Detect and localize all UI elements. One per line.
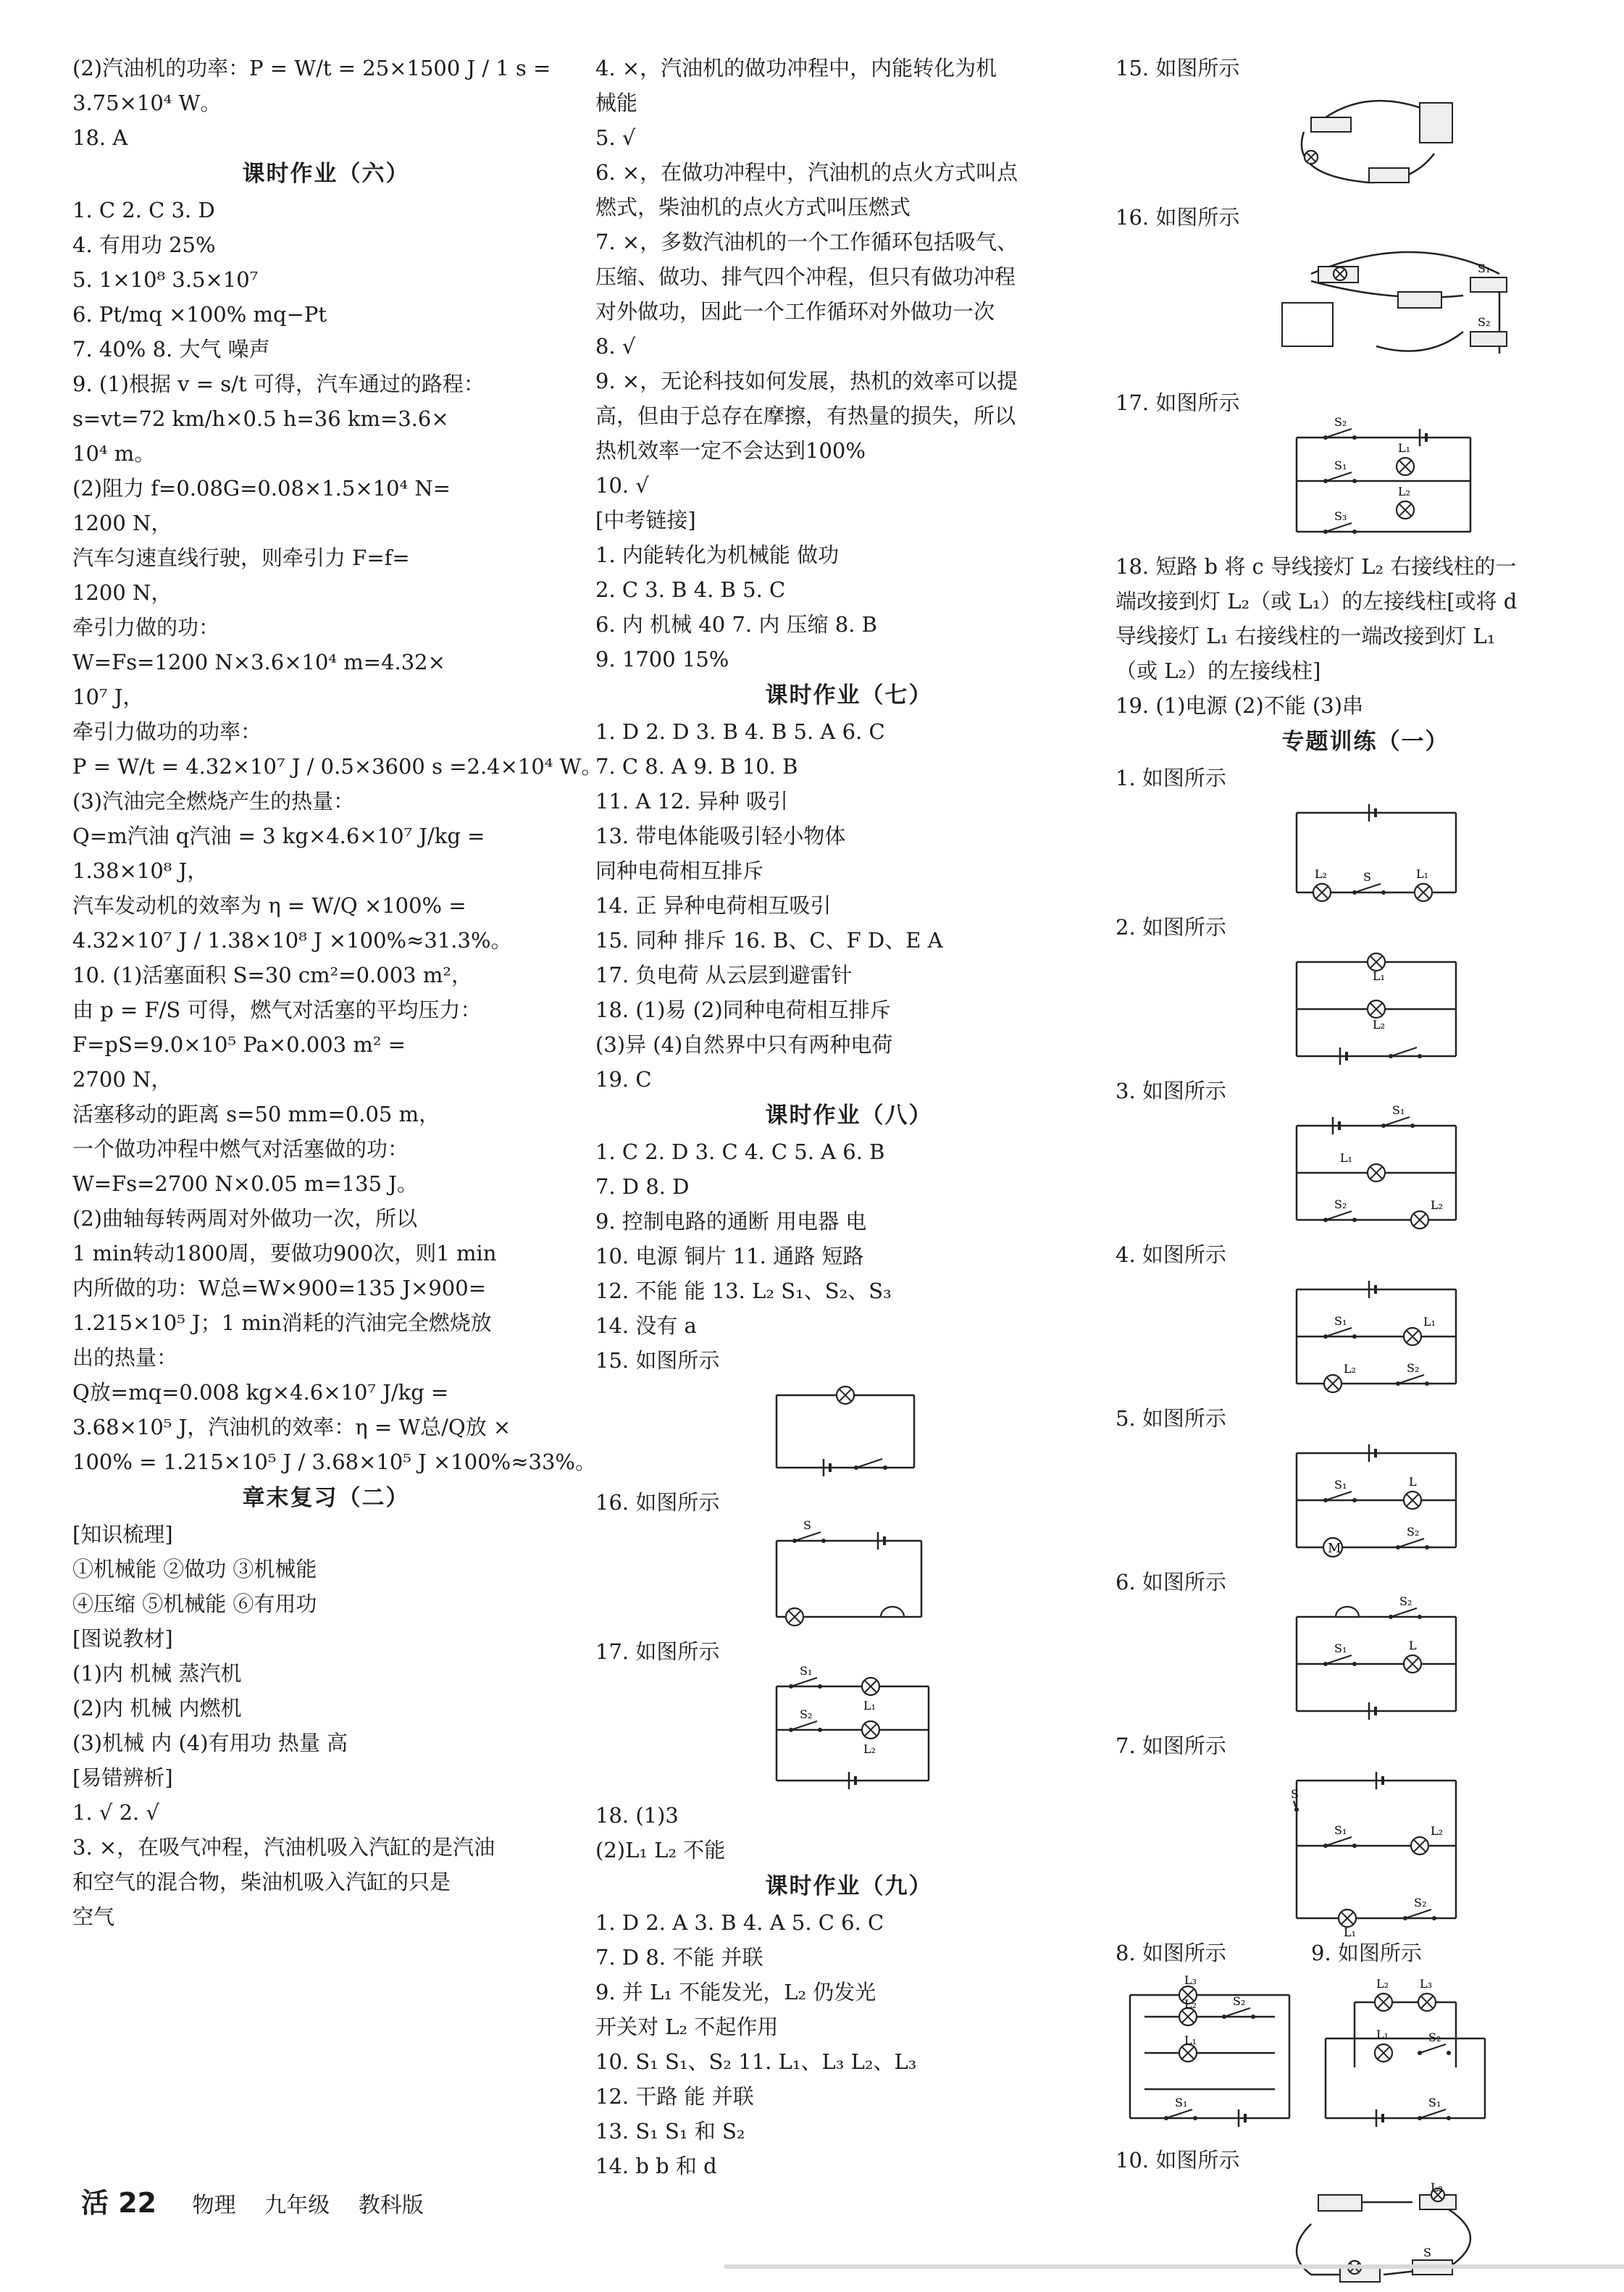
answer-line: 1 min转动1800周，要做功900次，则1 min	[72, 1241, 497, 1266]
figure-8-17	[762, 1664, 943, 1795]
figure-special-9	[1311, 1973, 1499, 2140]
circuit-label: S₃	[1334, 509, 1347, 523]
circuit-label: S₁	[1392, 1103, 1405, 1117]
answer-line: 9. (1)根据 v = s/t 可得，汽车通过的路程：	[72, 372, 485, 396]
switch-symbol	[1418, 2044, 1451, 2055]
circuit-label: S	[1291, 1787, 1299, 1801]
answer-line: 4.32×10⁷ J / 1.38×10⁸ J ×100%≈31.3%。	[72, 928, 512, 953]
circuit-label: S₁	[1175, 2096, 1188, 2109]
answer-line: 17. 如图所示	[595, 1639, 720, 1664]
circuit-label: M	[1328, 1541, 1342, 1556]
answer-line: 15. 同种 排斥 16. B、C、F D、E A	[595, 928, 943, 953]
answer-line: 15. 如图所示	[1116, 56, 1240, 80]
lamp-symbol	[1324, 1375, 1342, 1392]
figure-9-17	[1282, 415, 1485, 546]
footer-edition: 教科版	[358, 2193, 424, 2218]
answer-line: 14. 正 异种电荷相互吸引	[595, 893, 832, 918]
figure-special-10-photo	[1282, 2180, 1499, 2289]
answer-line: 6. ×，在做功冲程中，汽油机的点火方式叫点	[595, 160, 1018, 185]
answer-line: 汽车匀速直线行驶，则牵引力 F=f=	[72, 545, 410, 570]
circuit-label: L₂	[1315, 867, 1328, 881]
answer-line: (2)汽油机的功率：P = W/t = 25×1500 J / 1 s =	[72, 56, 551, 80]
circuit-label: S₂	[1334, 415, 1347, 429]
circuit-label: S₁	[1334, 1823, 1347, 1837]
answer-line: 同种电荷相互排斥	[595, 858, 764, 883]
answer-line: 7. D 8. 不能 并联	[595, 1945, 763, 1970]
answer-line: 端改接到灯 L₂（或 L₁）的左接线柱[或将 d	[1116, 589, 1518, 614]
answer-line: 对外做功，因此一个工作循环对外做功一次	[595, 299, 995, 324]
answer-line: 和空气的混合物，柴油机吸入汽缸的只是	[72, 1870, 451, 1894]
answer-line: 12. 不能 能 13. L₂ S₁、S₂、S₃	[595, 1279, 892, 1303]
answer-line: 4. 有用功 25%	[72, 233, 216, 257]
circuit-label: L₃	[1184, 1973, 1197, 1987]
answer-line: 7. 40% 8. 大气 噪声	[72, 337, 270, 361]
section-heading: 课时作业（七）	[765, 682, 933, 708]
figure-8-16	[762, 1518, 943, 1631]
lamp-symbol	[1375, 2044, 1392, 2062]
answer-line: 10. 如图所示	[1116, 2148, 1240, 2172]
circuit-label: L₂	[1184, 1997, 1197, 2011]
lamp-symbol	[1418, 1994, 1436, 2011]
circuit-label: L₁	[863, 1699, 876, 1712]
section-heading: 课时作业（六）	[242, 161, 410, 187]
answer-line: [知识梳理]	[72, 1522, 173, 1547]
circuit-label: L₃	[1420, 1977, 1433, 1991]
answer-line: 18. (1)易 (2)同种电荷相互排斥	[595, 997, 891, 1022]
answer-line: 10. √	[595, 473, 649, 498]
bottom-divider	[724, 2264, 1624, 2269]
circuit-label: S₂	[1233, 1994, 1246, 2008]
answer-line: 开关对 L₂ 不起作用	[595, 2015, 779, 2039]
figure-8-15	[762, 1381, 936, 1482]
answer-line: 18. 短路 b 将 c 导线接灯 L₂ 右接线柱的一	[1116, 554, 1517, 579]
answer-line: 10⁷ J，	[72, 685, 144, 709]
circuit-label: S₁	[1334, 1314, 1347, 1328]
answer-line: 牵引力做的功：	[72, 615, 220, 640]
answer-line: 100% = 1.215×10⁵ J / 3.68×10⁵ J ×100%≈33%。	[72, 1450, 596, 1474]
answer-line: Q放=mq=0.008 kg×4.6×10⁷ J/kg =	[72, 1380, 449, 1405]
answer-line: W=Fs=1200 N×3.6×10⁴ m=4.32×	[72, 650, 445, 674]
answer-line: 14. 没有 a	[595, 1313, 697, 1338]
lamp-symbol	[1313, 884, 1331, 901]
answer-line: 5. 1×10⁸ 3.5×10⁷	[72, 267, 259, 292]
answer-line: 7. ×，多数汽油机的一个工作循环包括吸气、	[595, 230, 1018, 254]
circuit-label: L	[1409, 1639, 1417, 1652]
circuit-label: S₂	[1414, 1896, 1427, 1910]
circuit-label: S₁	[1428, 2096, 1441, 2109]
figure-special-8	[1116, 1973, 1297, 2140]
lamp-symbol	[1411, 1211, 1428, 1229]
answer-line: 4. 如图所示	[1116, 1242, 1226, 1267]
circuit-label: L₁	[1340, 1151, 1353, 1165]
answer-line: 16. 如图所示	[1116, 205, 1240, 230]
lamp-symbol	[1397, 501, 1414, 519]
circuit-label: L₂	[1373, 1018, 1386, 1032]
circuit-label: L₂	[1376, 1977, 1389, 1991]
figure-special-7	[1282, 1766, 1470, 1939]
answer-line: 1.38×10⁸ J，	[72, 858, 209, 883]
answer-line: 活塞移动的距离 s=50 mm=0.05 m，	[72, 1102, 440, 1126]
bell-symbol	[881, 1607, 904, 1617]
circuit-label: L₁	[1376, 2028, 1389, 2041]
answer-line: (2)阻力 f=0.08G=0.08×1.5×10⁴ N=	[72, 476, 451, 501]
page-number: 活 22	[81, 2187, 157, 2219]
answer-line: (2)曲轴每转两周对外做功一次，所以	[72, 1206, 418, 1231]
answer-line: 6. 内 机械 40 7. 内 压缩 8. B	[595, 612, 877, 637]
lamp-symbol	[1375, 1994, 1392, 2011]
figure-special-5	[1282, 1439, 1470, 1562]
lamp-symbol	[786, 1608, 803, 1626]
answer-line: 2. C 3. B 4. B 5. C	[595, 577, 786, 602]
answer-line: 11. A 12. 异种 吸引	[595, 789, 789, 814]
answer-line: 械能	[595, 91, 638, 115]
footer-subject: 物理	[192, 2193, 236, 2218]
lamp-symbol	[862, 1721, 879, 1739]
figure-9-15-photo	[1282, 88, 1470, 197]
column-right	[1116, 51, 1615, 2292]
answer-line: 1. 如图所示	[1116, 766, 1226, 790]
circuit-label: S₂	[1478, 315, 1491, 329]
page-footer	[81, 2180, 445, 2220]
section-heading: 专题训练（一）	[1281, 729, 1449, 755]
figure-special-1	[1282, 798, 1470, 907]
answer-line: 13. S₁ S₁ 和 S₂	[595, 2119, 745, 2143]
answer-line: 9. ×，无论科技如何发展，热机的效率可以提	[595, 369, 1018, 393]
answer-line: 7. C 8. A 9. B 10. B	[595, 754, 798, 779]
answer-line: 8. √	[595, 334, 636, 359]
answer-line: (2)内 机械 内燃机	[72, 1696, 242, 1720]
lamp-symbol	[1305, 151, 1318, 164]
answer-line: 10. 电源 铜片 11. 通路 短路	[595, 1244, 864, 1268]
answer-line: 出的热量：	[72, 1345, 178, 1370]
answer-line: F=pS=9.0×10⁵ Pa×0.003 m² =	[72, 1032, 406, 1057]
answer-line: 12. 干路 能 并联	[595, 2084, 754, 2109]
answer-line: 10. S₁ S₁、S₂ 11. L₁、L₃ L₂、L₃	[595, 2049, 917, 2074]
circuit-label: S₁	[1334, 459, 1347, 472]
circuit-label: S	[1423, 2246, 1431, 2259]
answer-line: 4. ×，汽油机的做功冲程中，内能转化为机	[595, 56, 997, 80]
answer-line: (1)内 机械 蒸汽机	[72, 1661, 242, 1686]
circuit-label: S₁	[800, 1664, 813, 1678]
answer-line: W=Fs=2700 N×0.05 m=135 J。	[72, 1171, 418, 1196]
answer-line: 7. 如图所示	[1116, 1733, 1226, 1758]
answer-line: 18. A	[72, 125, 128, 150]
answer-line: 1. C 2. D 3. C 4. C 5. A 6. B	[595, 1139, 885, 1164]
circuit-label: L₂	[1431, 2180, 1444, 2194]
answer-line: 2. 如图所示	[1116, 915, 1226, 940]
answer-line: 牵引力做功的功率：	[72, 719, 262, 744]
answer-line: 1.215×10⁵ J；1 min消耗的汽油完全燃烧放	[72, 1310, 492, 1335]
answer-line: 9. 如图所示	[1311, 1941, 1422, 1965]
answer-line: (2)L₁ L₂ 不能	[595, 1838, 726, 1862]
circuit-label: S₂	[800, 1707, 813, 1721]
lamp-symbol	[1339, 1910, 1356, 1927]
answer-line: 5. 如图所示	[1116, 1406, 1226, 1431]
circuit-label: L₁	[1373, 969, 1386, 983]
circuit-label: S₂	[1334, 1197, 1347, 1211]
answer-line: (3)汽油完全燃烧产生的热量：	[72, 789, 355, 814]
answer-line: [中考链接]	[595, 508, 696, 532]
answer-line: 14. b b 和 d	[595, 2154, 717, 2178]
circuit-label: L₁	[1344, 1925, 1357, 1939]
figure-special-2	[1282, 948, 1470, 1071]
answer-line: 9. 1700 15%	[595, 647, 729, 672]
lamp-symbol	[1415, 884, 1432, 901]
figure-special-4	[1282, 1275, 1470, 1398]
answer-line: 1. D 2. D 3. B 4. B 5. A 6. C	[595, 719, 885, 744]
answer-line: 由 p = F/S 可得，燃气对活塞的平均压力：	[72, 997, 482, 1022]
answer-line: 8. 如图所示	[1116, 1941, 1226, 1965]
figure-9-16-photo	[1282, 238, 1521, 382]
answer-line: 13. 带电体能吸引轻小物体	[595, 824, 846, 848]
circuit-label: L₁	[1416, 867, 1429, 881]
answer-line: 9. 控制电路的通断 用电器 电	[595, 1209, 867, 1234]
answer-line: 19. C	[595, 1067, 652, 1092]
circuit-label: S₁	[1334, 1478, 1347, 1492]
answer-line: (3)机械 内 (4)有用功 热量 高	[72, 1731, 348, 1755]
figure-special-3	[1282, 1103, 1470, 1234]
column-left	[72, 51, 603, 1934]
answer-line: Q=m汽油 q汽油 = 3 kg×4.6×10⁷ J/kg =	[72, 824, 485, 848]
answer-line: 9. 并 L₁ 不能发光，L₂ 仍发光	[595, 1980, 876, 2004]
circuit-label: S₂	[1399, 1594, 1412, 1608]
lamp-symbol	[1368, 1000, 1385, 1018]
figure-special-6	[1282, 1594, 1470, 1726]
figures-8-9	[1116, 1936, 1615, 2143]
bell-symbol	[1336, 1607, 1359, 1617]
lamp-symbol	[1404, 1655, 1421, 1673]
lamp-symbol	[1397, 458, 1414, 475]
answer-line: 内所做的功：W总=W×900=135 J×900=	[72, 1276, 487, 1300]
answer-line: 2700 N，	[72, 1067, 172, 1092]
answer-line: 3.68×10⁵ J，汽油机的效率：η = W总/Q放 ×	[72, 1415, 511, 1439]
circuit-label: L	[1409, 1475, 1417, 1489]
answer-line: 1200 N，	[72, 580, 172, 605]
item-9	[1311, 1936, 1499, 2143]
circuit-label: S	[1363, 870, 1371, 884]
answer-line: 一个做功冲程中燃气对活塞做的功：	[72, 1137, 409, 1161]
lamp-symbol	[1368, 1164, 1385, 1181]
answer-line: 16. 如图所示	[595, 1490, 720, 1515]
lamp-symbol	[1334, 267, 1347, 280]
answer-line: 18. (1)3	[595, 1803, 679, 1828]
answer-line: ④压缩 ⑤机械能 ⑥有用功	[72, 1592, 317, 1616]
answer-line: 6. 如图所示	[1116, 1570, 1226, 1594]
answer-line: 10. (1)活塞面积 S=30 cm²=0.003 m²，	[72, 963, 472, 987]
answer-line: s=vt=72 km/h×0.5 h=36 km=3.6×	[72, 406, 449, 431]
answer-line: 1. C 2. C 3. D	[72, 198, 215, 222]
circuit-label: L₁	[1423, 1315, 1436, 1329]
answer-line: 高，但由于总存在摩擦，有热量的损失，所以	[595, 403, 1016, 428]
circuit-label: L₂	[1344, 1362, 1357, 1376]
lamp-symbol	[1404, 1492, 1421, 1509]
answer-line: 燃式，柴油机的点火方式叫压燃式	[595, 195, 911, 219]
answer-line: ①机械能 ②做功 ③机械能	[72, 1557, 317, 1581]
answer-line: [易错辨析]	[72, 1765, 173, 1790]
answer-line: 7. D 8. D	[595, 1174, 690, 1199]
answer-line: 17. 如图所示	[1116, 390, 1240, 415]
answer-line: 15. 如图所示	[595, 1348, 720, 1373]
lamp-symbol	[1404, 1328, 1421, 1345]
answer-line: 导线接灯 L₁ 右接线柱的一端改接到灯 L₁	[1116, 624, 1496, 648]
circuit-label: L₂	[863, 1742, 876, 1756]
circuit-label: S₂	[1428, 2030, 1441, 2044]
answer-line: 17. 负电荷 从云层到避雷针	[595, 963, 853, 987]
answer-line: 空气	[72, 1904, 115, 1929]
lamp-symbol	[862, 1678, 879, 1695]
answer-line: （或 L₂）的左接线柱]	[1116, 658, 1321, 683]
circuit-label: L₂	[1431, 1198, 1444, 1212]
circuit-label: L₁	[1398, 441, 1411, 455]
answer-line: 1200 N，	[72, 511, 172, 535]
circuit-label: S	[803, 1518, 811, 1532]
answer-line: 3.75×10⁴ W。	[72, 91, 222, 115]
answer-line: 汽车发动机的效率为 η = W/Q ×100% =	[72, 893, 466, 918]
lamp-symbol	[837, 1387, 854, 1404]
answer-line: 19. (1)电源 (2)不能 (3)串	[1116, 693, 1364, 718]
circuit-label: L₁	[1184, 2033, 1197, 2047]
answer-line: 6. Pt/mq ×100% mq−Pt	[72, 302, 327, 327]
section-heading: 课时作业（八）	[765, 1103, 933, 1129]
circuit-label: L₂	[1431, 1824, 1444, 1838]
answer-line: (3)异 (4)自然界中只有两种电荷	[595, 1032, 893, 1057]
item-8	[1116, 1936, 1297, 2143]
circuit-label: S₁	[1478, 262, 1491, 275]
answer-line: 3. 如图所示	[1116, 1079, 1226, 1103]
answer-line: 热机效率一定不会达到100%	[595, 438, 866, 463]
footer-grade: 九年级	[264, 2193, 330, 2218]
answer-line: [图说教材]	[72, 1626, 173, 1651]
answer-line: 1. D 2. A 3. B 4. A 5. C 6. C	[595, 1910, 884, 1935]
answer-line: P = W/t = 4.32×10⁷ J / 0.5×3600 s =2.4×10⁴ W。	[72, 754, 603, 779]
circuit-label: S₁	[1334, 1641, 1347, 1655]
circuit-label: S₂	[1407, 1525, 1420, 1539]
answer-line: 5. √	[595, 125, 636, 150]
answer-line: 1. √ 2. √	[72, 1800, 159, 1825]
column-middle	[595, 51, 1102, 2183]
answer-line: 3. ×，在吸气冲程，汽油机吸入汽缸的是汽油	[72, 1835, 495, 1860]
section-heading: 课时作业（九）	[765, 1873, 933, 1899]
circuit-label: S₂	[1407, 1361, 1420, 1375]
answer-line: 1. 内能转化为机械能 做功	[595, 543, 840, 567]
lamp-symbol	[1411, 1837, 1428, 1854]
answer-line: 10⁴ m。	[72, 441, 156, 466]
circuit-label: L₂	[1398, 485, 1411, 498]
section-heading: 章末复习（二）	[242, 1485, 410, 1511]
answer-line: 压缩、做功、排气四个冲程，但只有做功冲程	[595, 264, 1016, 289]
lamp-symbol	[1368, 953, 1385, 971]
